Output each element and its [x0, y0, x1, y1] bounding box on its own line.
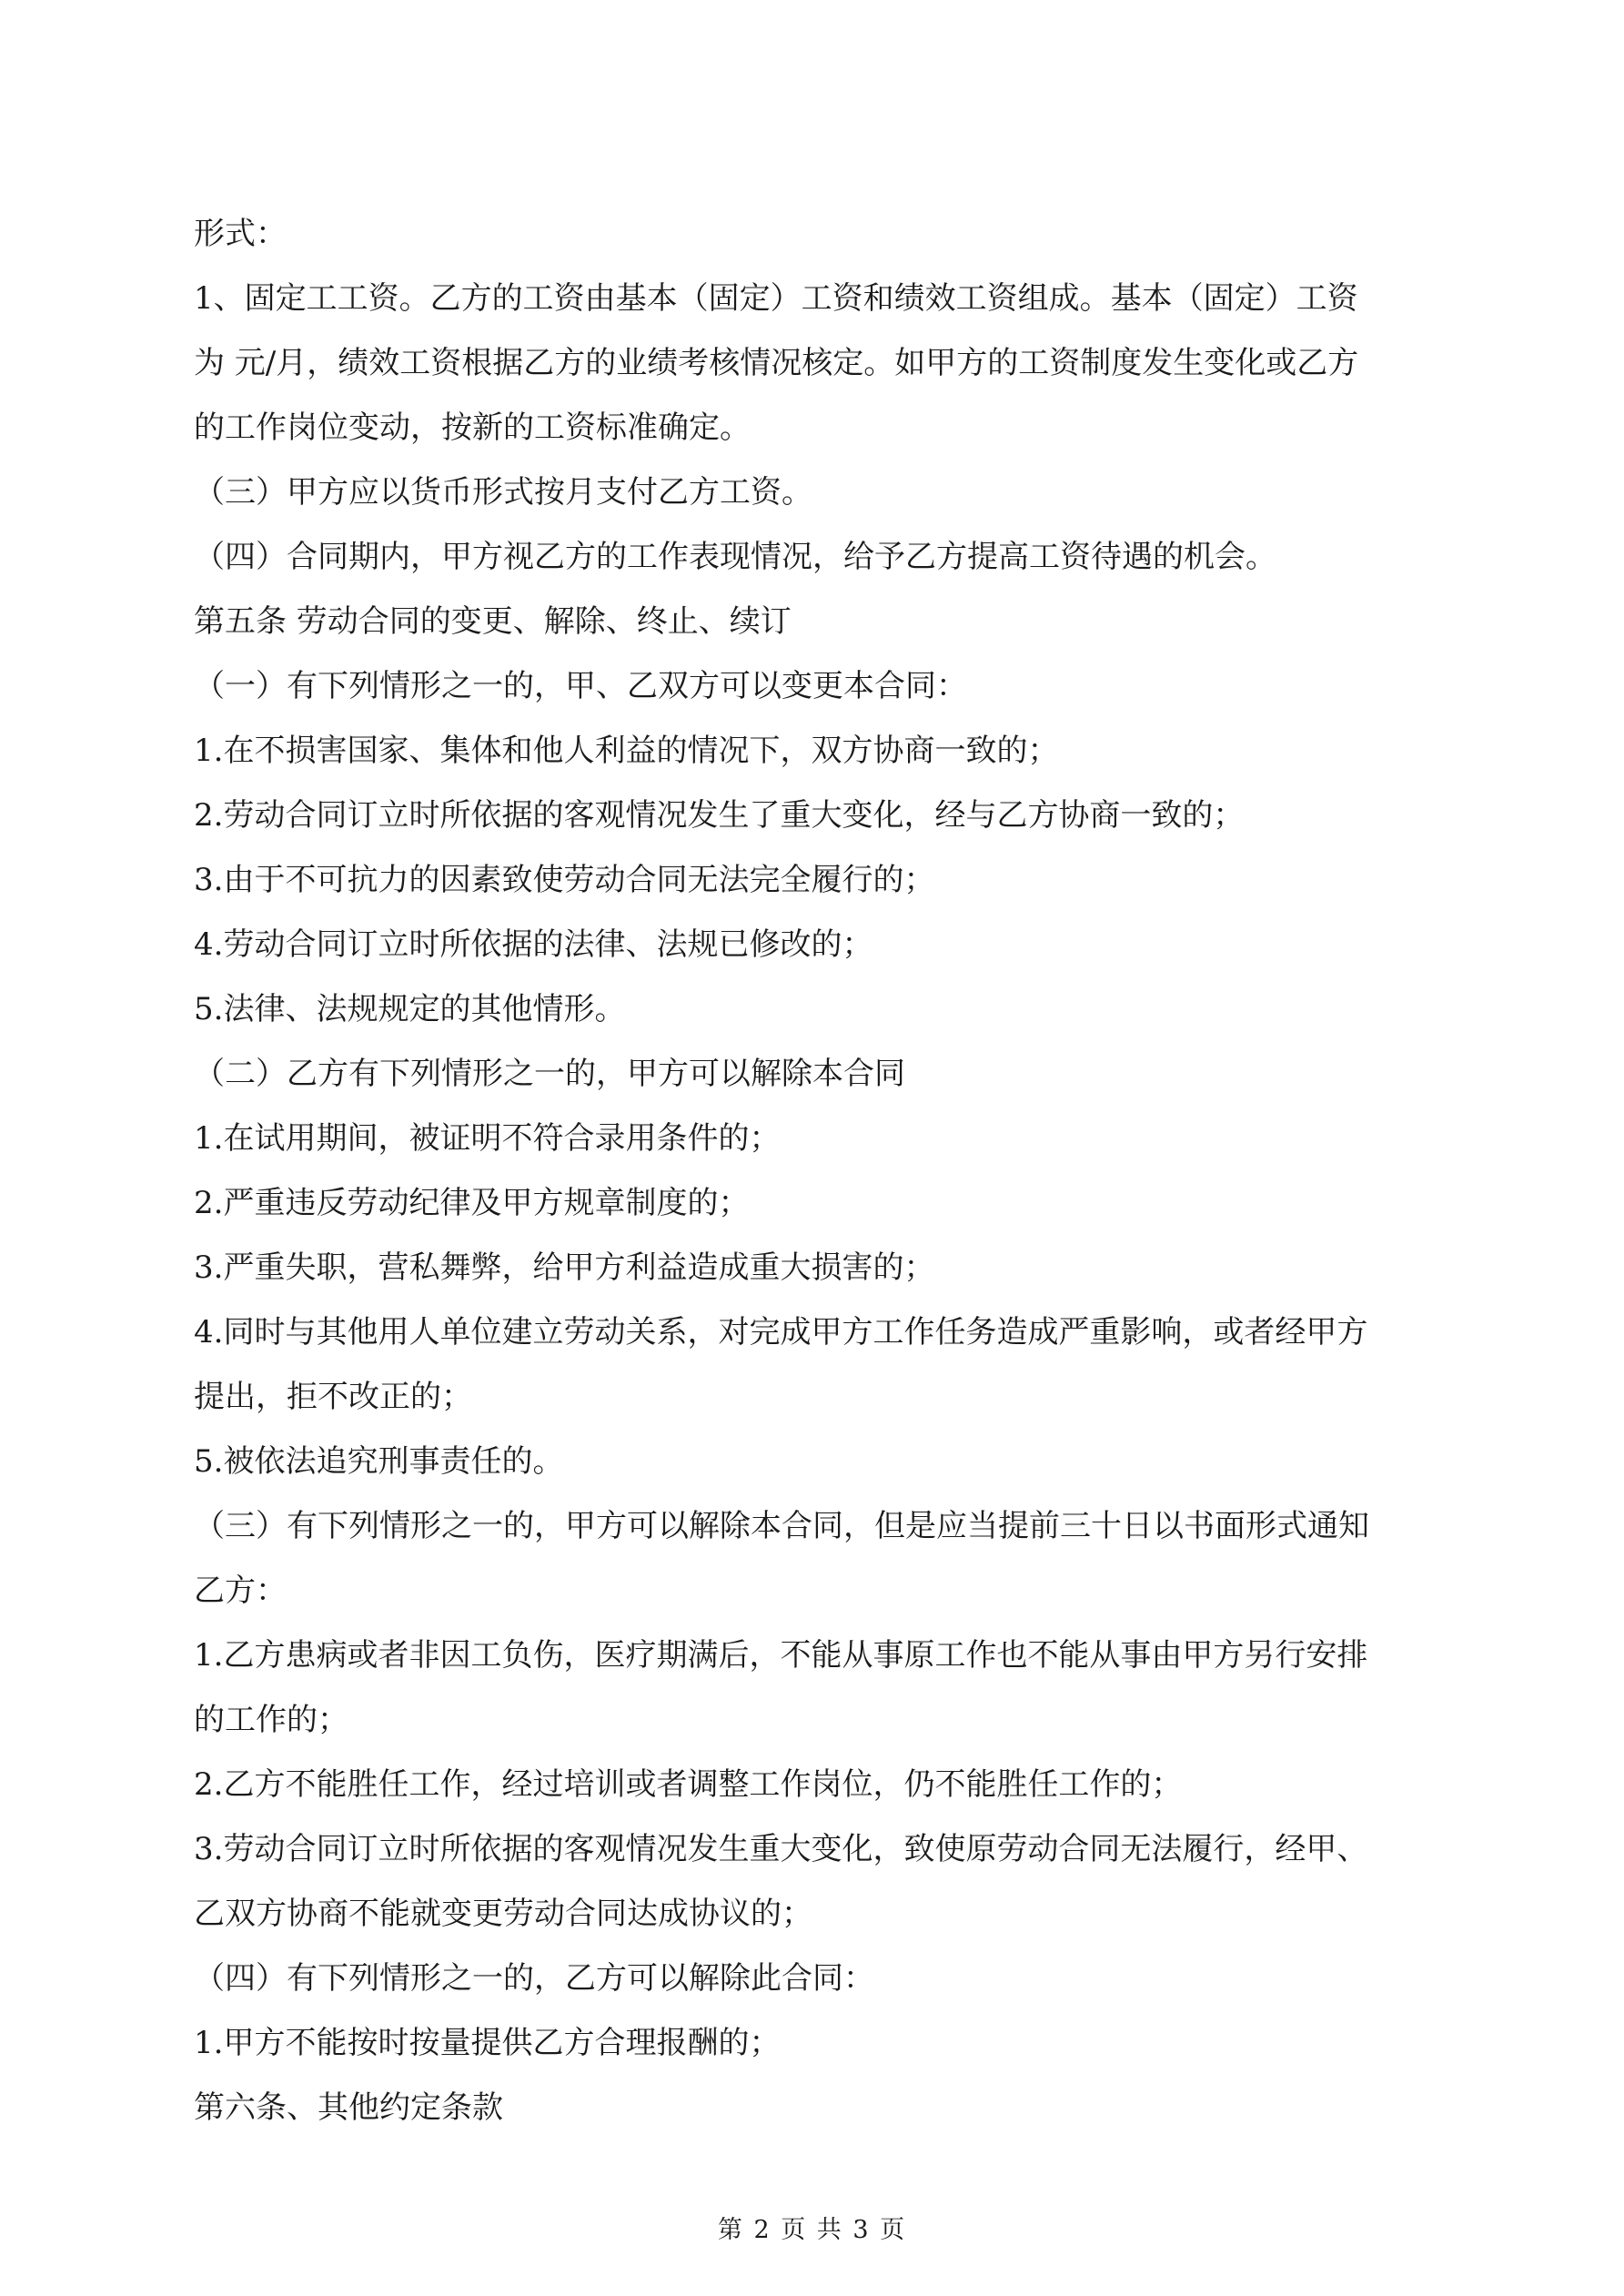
text-line: 1.甲方不能按时按量提供乙方合理报酬的； [194, 2025, 781, 2061]
section-heading: 第五条 劳动合同的变更、解除、终止、续订 [194, 603, 792, 640]
text-line: 3.由于不可抗力的因素致使劳动合同无法完全履行的； [194, 862, 935, 898]
document-body [194, 202, 1468, 2140]
text-line: （一）有下列情形之一的，甲、乙双方可以变更本合同： [194, 668, 967, 704]
text-line: 2.乙方不能胜任工作，经过培训或者调整工作岗位，仍不能胜任工作的； [194, 1766, 1183, 1803]
text-line: 1、固定工工资。乙方的工资由基本（固定）工资和绩效工资组成。基本（固定）工资 [194, 280, 1358, 317]
text-line: 乙双方协商不能就变更劳动合同达成协议的； [194, 1896, 812, 1932]
text-line: （四）合同期内，甲方视乙方的工作表现情况，给予乙方提高工资待遇的机会。 [194, 539, 1276, 575]
text-line: 的工作的； [194, 1702, 348, 1738]
text-line: 5.被依法追究刑事责任的。 [194, 1443, 564, 1480]
section-heading: 第六条、其他约定条款 [194, 2089, 503, 2126]
text-line: 3.严重失职，营私舞弊，给甲方利益造成重大损害的； [194, 1249, 935, 1286]
text-line: 1.乙方患病或者非因工负伤，医疗期满后，不能从事原工作也不能从事由甲方另行安排 [194, 1637, 1368, 1674]
text-line: （二）乙方有下列情形之一的，甲方可以解除本合同 [194, 1056, 905, 1092]
text-line: 4.劳动合同订立时所依据的法律、法规已修改的； [194, 926, 873, 963]
text-line: 乙方： [194, 1573, 287, 1609]
text-line: （四）有下列情形之一的，乙方可以解除此合同： [194, 1960, 874, 1997]
text-line: 2.严重违反劳动纪律及甲方规章制度的； [194, 1185, 750, 1221]
text-line: 1.在不损害国家、集体和他人利益的情况下，双方协商一致的； [194, 733, 1059, 769]
text-line: （三）甲方应以货币形式按月支付乙方工资。 [194, 474, 812, 511]
text-line: 提出，拒不改正的； [194, 1379, 472, 1415]
text-line: 3.劳动合同订立时所依据的客观情况发生重大变化，致使原劳动合同无法履行，经甲、 [194, 1831, 1368, 1867]
page-number-footer: 第 2 页 共 3 页 [717, 2216, 907, 2244]
text-line: 形式： [194, 216, 287, 252]
text-line: 5.法律、法规规定的其他情形。 [194, 991, 626, 1027]
text-line: 为 元/月，绩效工资根据乙方的业绩考核情况核定。如甲方的工资制度发生变化或乙方 [194, 345, 1359, 381]
text-line: 4.同时与其他用人单位建立劳动关系，对完成甲方工作任务造成严重影响，或者经甲方 [194, 1314, 1368, 1350]
text-line: 的工作岗位变动，按新的工资标准确定。 [194, 410, 751, 446]
text-line: （三）有下列情形之一的，甲方可以解除本合同，但是应当提前三十日以书面形式通知 [194, 1508, 1369, 1544]
text-line: 1.在试用期间，被证明不符合录用条件的； [194, 1120, 781, 1157]
text-line: 2.劳动合同订立时所依据的客观情况发生了重大变化，经与乙方协商一致的； [194, 797, 1245, 834]
